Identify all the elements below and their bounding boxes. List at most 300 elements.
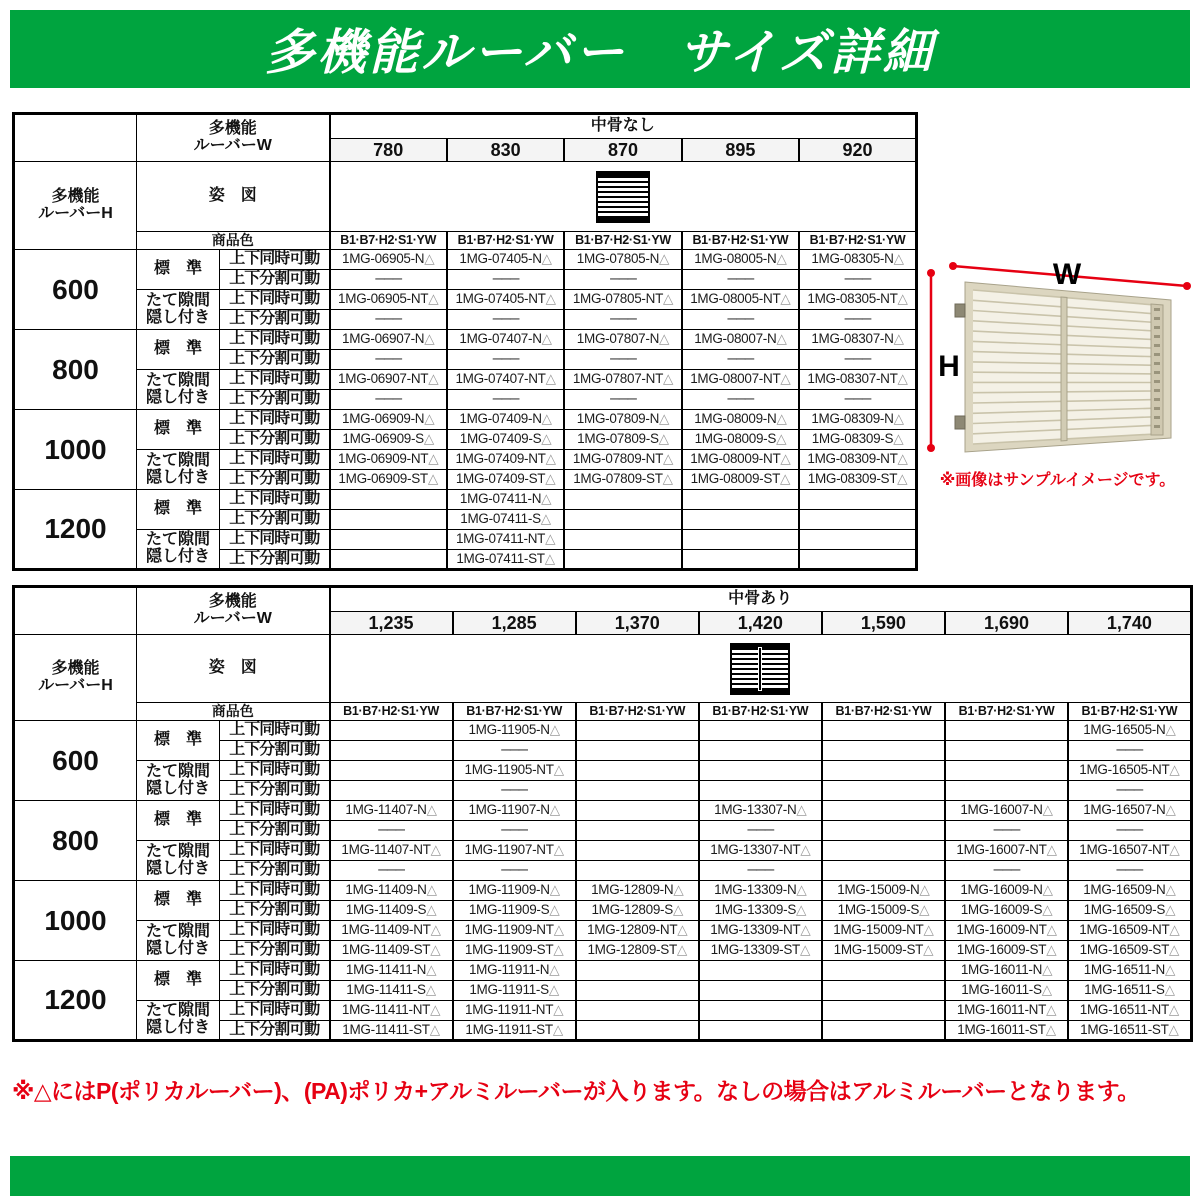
- product-code-cell: [822, 761, 945, 781]
- h-dim-endpoint-bottom: [927, 444, 935, 452]
- figure-area-cell: [330, 162, 917, 232]
- product-code-cell: [330, 981, 453, 1001]
- product-code-cell: [447, 430, 564, 450]
- product-code-cell: ───: [699, 861, 822, 881]
- mode-label-cell: 上下分割可動: [220, 430, 330, 450]
- product-code-text: 1MG-13309-NT: [710, 922, 801, 938]
- mode-label-cell: 上下同時可動: [220, 961, 330, 981]
- polyca-option-triangle: △: [1165, 882, 1176, 898]
- mode-label-cell: 上下分割可動: [220, 550, 330, 570]
- sample-image-caption: ※画像はサンプルイメージです。: [939, 472, 1176, 489]
- product-code-text: 1MG-12809-N: [591, 882, 674, 898]
- label-line: ルーバーH: [38, 204, 113, 222]
- product-code-cell: [945, 801, 1068, 821]
- w-dim-endpoint-left: [949, 262, 957, 270]
- product-code-cell: ───: [682, 350, 799, 370]
- height-header-cell: 1000: [14, 881, 137, 961]
- mode-label-cell: 上下同時可動: [220, 841, 330, 861]
- product-code-cell: [447, 410, 564, 430]
- product-code-cell: [699, 781, 822, 801]
- polyca-option-triangle: △: [549, 722, 560, 738]
- product-code-cell: [447, 370, 564, 390]
- product-code-cell: [699, 741, 822, 761]
- product-code-cell: [453, 921, 576, 941]
- label-line: たて隙間: [145, 922, 210, 940]
- product-code-cell: [822, 721, 945, 741]
- mode-label-cell: 上下同時可動: [220, 530, 330, 550]
- product-code-cell: [330, 290, 447, 310]
- width-header-cell: 1,690: [945, 612, 1068, 635]
- product-code-text: 1MG-16509-NT: [1079, 922, 1170, 938]
- label-line: 隠し付き: [145, 308, 210, 326]
- product-code-cell: ───: [447, 350, 564, 370]
- polyca-option-triangle: △: [549, 902, 560, 918]
- product-code-text: 1MG-08009-S: [694, 431, 777, 447]
- product-code-text: 1MG-11911-ST: [465, 1021, 553, 1037]
- product-code-cell: [945, 1021, 1068, 1041]
- product-code-text: 1MG-08307-N: [811, 331, 894, 347]
- product-code-cell: [1068, 1021, 1191, 1041]
- product-code-cell: [564, 550, 681, 570]
- product-code-cell: [576, 821, 699, 841]
- product-code-cell: [1068, 881, 1191, 901]
- mode-label-cell: 上下分割可動: [220, 310, 330, 330]
- product-code-cell: [682, 330, 799, 350]
- product-code-cell: [822, 841, 945, 861]
- width-header-cell: 1,235: [330, 612, 453, 635]
- product-code-cell: [699, 921, 822, 941]
- polyca-option-triangle: △: [553, 762, 564, 778]
- product-code-cell: [945, 1001, 1068, 1021]
- product-code-text: 1MG-08007-N: [694, 331, 777, 347]
- height-header-cell: 1200: [14, 961, 137, 1041]
- product-code-cell: [799, 510, 916, 530]
- polyca-option-triangle: △: [776, 411, 787, 427]
- polyca-option-triangle: △: [780, 451, 791, 467]
- product-code-text: 1MG-16007-NT: [956, 842, 1047, 858]
- product-code-text: 1MG-16511-S: [1084, 982, 1165, 998]
- product-code-cell: [447, 330, 564, 350]
- polyca-option-triangle: △: [923, 922, 934, 938]
- product-code-text: 1MG-07409-NT: [455, 451, 546, 467]
- polyca-option-triangle: △: [549, 882, 560, 898]
- product-code-text: 1MG-16505-NT: [1079, 762, 1170, 778]
- product-code-text: 1MG-11409-ST: [341, 942, 431, 958]
- product-code-cell: [453, 841, 576, 861]
- product-code-cell: ───: [1068, 821, 1191, 841]
- product-code-text: 1MG-11909-N: [468, 882, 550, 898]
- product-code-text: 1MG-07411-NT: [455, 531, 546, 547]
- page-title: 多機能ルーバー サイズ詳細: [265, 26, 935, 80]
- product-code-cell: [564, 470, 681, 490]
- product-code-cell: [682, 450, 799, 470]
- mode-label-cell: 上下分割可動: [220, 981, 330, 1001]
- product-code-cell: [330, 1001, 453, 1021]
- product-code-cell: [699, 801, 822, 821]
- polyca-option-triangle: △: [429, 1021, 440, 1037]
- polyca-option-triangle: △: [1164, 982, 1175, 998]
- polyca-option-triangle: △: [424, 411, 435, 427]
- product-code-cell: [330, 781, 453, 801]
- product-code-cell: ───: [1068, 781, 1191, 801]
- product-code-text: 1MG-11411-ST: [342, 1021, 430, 1037]
- product-code-cell: [330, 470, 447, 490]
- polyca-option-triangle: △: [545, 371, 556, 387]
- product-code-text: 1MG-06909-N: [342, 411, 425, 427]
- product-code-cell: ───: [447, 310, 564, 330]
- product-code-text: 1MG-13309-S: [714, 902, 797, 918]
- polyca-option-triangle: △: [1168, 1021, 1179, 1037]
- product-code-cell: [453, 801, 576, 821]
- product-code-text: 1MG-16011-S: [961, 982, 1042, 998]
- mode-label-cell: 上下同時可動: [220, 721, 330, 741]
- polyca-option-triangle: △: [1165, 802, 1176, 818]
- product-code-cell: ───: [1068, 741, 1191, 761]
- product-code-cell: [1068, 901, 1191, 921]
- label-line: 標 準: [153, 731, 202, 749]
- product-code-cell: [682, 250, 799, 270]
- product-code-cell: [1068, 761, 1191, 781]
- polyca-option-triangle: △: [893, 431, 904, 447]
- polyca-option-triangle: △: [548, 982, 559, 998]
- product-code-cell: [453, 1021, 576, 1041]
- polyca-option-triangle: △: [659, 411, 670, 427]
- product-code-cell: [576, 901, 699, 921]
- product-code-cell: [330, 881, 453, 901]
- product-code-text: 1MG-16009-ST: [956, 942, 1047, 958]
- label-line: たて隙間: [145, 531, 210, 549]
- product-code-cell: ───: [330, 350, 447, 370]
- product-code-cell: [822, 981, 945, 1001]
- label-line: たて隙間: [145, 1002, 210, 1020]
- product-code-cell: [822, 901, 945, 921]
- polyca-option-triangle: △: [1165, 722, 1176, 738]
- product-code-cell: [799, 370, 916, 390]
- product-code-cell: [576, 841, 699, 861]
- product-code-cell: [699, 961, 822, 981]
- product-code-cell: [682, 290, 799, 310]
- right-end-cap: [1151, 304, 1163, 435]
- mode-label-cell: 上下同時可動: [220, 370, 330, 390]
- color-label-cell: 商品色: [137, 703, 330, 721]
- mode-label-cell: 上下同時可動: [220, 921, 330, 941]
- w-dim-endpoint-right: [1183, 282, 1191, 290]
- polyca-option-triangle: △: [541, 331, 552, 347]
- label-line: 標 準: [153, 420, 202, 438]
- label-line: たて隙間: [145, 291, 210, 309]
- product-code-cell: [576, 781, 699, 801]
- polyca-option-triangle: △: [780, 291, 791, 307]
- product-code-text: 1MG-08305-N: [811, 251, 894, 267]
- subgroup-label-standard: [137, 330, 220, 370]
- figure-label-cell: 姿 図: [137, 162, 330, 232]
- polyca-option-triangle: △: [1041, 982, 1052, 998]
- subgroup-label-gap-cover: [137, 290, 220, 330]
- subgroup-label-gap-cover: [137, 450, 220, 490]
- product-code-text: 1MG-08007-NT: [690, 371, 781, 387]
- polyca-option-triangle: △: [553, 1002, 564, 1018]
- polyca-option-triangle: △: [545, 291, 556, 307]
- product-code-cell: ───: [453, 741, 576, 761]
- mode-label-cell: 上下分割可動: [220, 350, 330, 370]
- height-header-cell: 1200: [14, 490, 137, 570]
- product-code-cell: ───: [564, 350, 681, 370]
- polyca-option-triangle: △: [426, 902, 437, 918]
- product-code-cell: [330, 530, 447, 550]
- width-header-cell: 1,590: [822, 612, 945, 635]
- product-code-text: 1MG-11907-N: [468, 802, 550, 818]
- color-value-cell: B1·B7·H2·S1·YW: [799, 232, 916, 250]
- polyca-option-triangle: △: [796, 882, 807, 898]
- polyca-option-triangle: △: [545, 471, 556, 487]
- product-code-cell: [330, 250, 447, 270]
- mode-label-cell: 上下同時可動: [220, 450, 330, 470]
- product-code-text: 1MG-07805-NT: [572, 291, 664, 307]
- polyca-option-triangle: △: [428, 451, 439, 467]
- product-code-cell: [576, 721, 699, 741]
- product-code-cell: [682, 470, 799, 490]
- polyca-option-triangle: △: [780, 471, 791, 487]
- polyca-option-triangle: △: [545, 451, 556, 467]
- label-line: 標 準: [153, 811, 202, 829]
- product-code-cell: [576, 961, 699, 981]
- label-line: ルーバーW: [193, 137, 272, 154]
- product-code-text: 1MG-11905-N: [468, 722, 550, 738]
- product-code-cell: [330, 510, 447, 530]
- product-code-cell: [576, 741, 699, 761]
- color-label-cell: 商品色: [137, 232, 330, 250]
- product-code-text: 1MG-13309-N: [714, 882, 797, 898]
- product-code-text: 1MG-12809-NT: [587, 922, 678, 938]
- product-code-cell: [822, 801, 945, 821]
- polyca-option-triangle: △: [659, 331, 670, 347]
- polyca-option-triangle: △: [540, 511, 551, 527]
- polyca-option-triangle: △: [662, 471, 673, 487]
- product-code-cell: ───: [330, 310, 447, 330]
- product-code-cell: [699, 1001, 822, 1021]
- product-code-text: 1MG-11909-ST: [464, 942, 554, 958]
- size-table-no-center-bar: [12, 112, 918, 571]
- label-line: 多機能: [208, 120, 257, 138]
- product-code-text: 1MG-11907-NT: [464, 842, 554, 858]
- label-line: たて隙間: [145, 842, 210, 860]
- product-code-cell: [453, 1001, 576, 1021]
- color-value-cell: B1·B7·H2·S1·YW: [447, 232, 564, 250]
- label-line: 隠し付き: [145, 779, 210, 797]
- subgroup-label-gap-cover: [137, 841, 220, 881]
- product-code-cell: [699, 1021, 822, 1041]
- product-code-text: 1MG-11911-NT: [465, 1002, 554, 1018]
- product-code-text: 1MG-12809-ST: [587, 942, 677, 958]
- product-code-text: 1MG-07807-N: [576, 331, 660, 347]
- product-code-cell: [447, 510, 564, 530]
- polyca-option-triangle: △: [430, 1002, 441, 1018]
- product-code-text: 1MG-16511-N: [1083, 962, 1165, 978]
- polyca-option-triangle: △: [1165, 902, 1176, 918]
- polyca-option-triangle: △: [1046, 1002, 1057, 1018]
- product-code-text: 1MG-08309-ST: [807, 471, 898, 487]
- product-code-cell: [699, 841, 822, 861]
- product-code-text: 1MG-08309-N: [811, 411, 894, 427]
- product-code-cell: [945, 921, 1068, 941]
- louver-front-view-icon: [596, 171, 650, 223]
- product-code-text: 1MG-06909-NT: [338, 451, 429, 467]
- polyca-option-triangle: △: [1042, 802, 1053, 818]
- polyca-option-triangle: △: [1169, 942, 1180, 958]
- subgroup-label-standard: [137, 881, 220, 921]
- mode-label-cell: 上下同時可動: [220, 761, 330, 781]
- polyca-option-triangle: △: [776, 431, 787, 447]
- polyca-option-triangle: △: [663, 291, 674, 307]
- product-code-cell: [682, 430, 799, 450]
- product-code-text: 1MG-13307-NT: [710, 842, 801, 858]
- product-code-cell: ───: [1068, 861, 1191, 881]
- label-line: 隠し付き: [145, 859, 210, 877]
- product-code-cell: ───: [799, 270, 916, 290]
- product-code-cell: [453, 941, 576, 961]
- product-code-text: 1MG-08005-NT: [690, 291, 781, 307]
- product-code-cell: [699, 721, 822, 741]
- color-value-cell: B1·B7·H2·S1·YW: [576, 703, 699, 721]
- label-line: 多機能: [51, 659, 100, 677]
- product-code-cell: [799, 410, 916, 430]
- product-code-text: 1MG-07809-N: [576, 411, 660, 427]
- product-code-cell: [945, 781, 1068, 801]
- polyca-option-triangle: △: [780, 371, 791, 387]
- color-value-cell: B1·B7·H2·S1·YW: [699, 703, 822, 721]
- product-code-cell: ───: [330, 861, 453, 881]
- product-code-text: 1MG-11407-NT: [341, 842, 431, 858]
- product-code-text: 1MG-16509-ST: [1079, 942, 1170, 958]
- louver-front-view-icon: [730, 643, 790, 695]
- product-code-cell: [699, 901, 822, 921]
- figure-label-cell: 姿 図: [137, 635, 330, 703]
- width-header-cell: 920: [799, 139, 916, 162]
- label-line: 多機能: [208, 593, 257, 611]
- product-code-cell: [822, 781, 945, 801]
- product-code-cell: [822, 821, 945, 841]
- product-code-cell: ───: [453, 821, 576, 841]
- polyca-option-triangle: △: [672, 902, 684, 918]
- polyca-option-triangle: △: [796, 902, 807, 918]
- title-banner: [10, 10, 1190, 88]
- louver-w-header: [137, 114, 330, 162]
- label-line: 標 準: [153, 500, 202, 518]
- polyca-option-triangle: △: [663, 451, 674, 467]
- mode-label-cell: 上下分割可動: [220, 941, 330, 961]
- product-code-text: 1MG-11411-S: [346, 982, 426, 998]
- label-line: 隠し付き: [145, 548, 210, 565]
- polyca-option-triangle: △: [659, 251, 670, 267]
- product-code-cell: [330, 721, 453, 741]
- variant-header-cell: 中骨なし: [330, 114, 917, 139]
- polyca-option-triangle: △: [677, 922, 688, 938]
- product-code-text: 1MG-16511-ST: [1080, 1021, 1169, 1037]
- polyca-option-triangle: △: [549, 802, 560, 818]
- product-code-cell: [330, 761, 453, 781]
- product-code-text: 1MG-12809-S: [591, 902, 673, 918]
- color-value-cell: B1·B7·H2·S1·YW: [330, 232, 447, 250]
- label-line: たて隙間: [145, 762, 210, 780]
- product-code-cell: [576, 1021, 699, 1041]
- label-line: たて隙間: [145, 451, 210, 469]
- product-code-cell: [330, 430, 447, 450]
- product-code-cell: [1068, 801, 1191, 821]
- product-code-text: 1MG-16507-NT: [1079, 842, 1170, 858]
- product-code-cell: [682, 410, 799, 430]
- polyca-option-triangle: △: [897, 471, 908, 487]
- product-code-text: 1MG-07407-N: [459, 331, 542, 347]
- color-value-cell: B1·B7·H2·S1·YW: [453, 703, 576, 721]
- product-code-cell: [1068, 981, 1191, 1001]
- polyca-option-triangle: △: [1046, 922, 1057, 938]
- polyca-option-triangle: △: [893, 251, 904, 267]
- product-code-text: 1MG-13309-ST: [710, 942, 800, 958]
- polyca-option-triangle: △: [553, 942, 564, 958]
- product-code-cell: [330, 921, 453, 941]
- product-code-text: 1MG-16509-S: [1083, 902, 1166, 918]
- product-code-text: 1MG-08009-NT: [690, 451, 781, 467]
- polyca-option-triangle: △: [544, 550, 555, 566]
- product-code-cell: ───: [453, 781, 576, 801]
- bottom-banner: [10, 1156, 1190, 1196]
- product-code-cell: [330, 801, 453, 821]
- product-code-text: 1MG-11911-S: [469, 982, 549, 998]
- product-code-text: 1MG-08005-N: [694, 251, 777, 267]
- product-code-text: 1MG-11407-N: [345, 802, 427, 818]
- product-code-cell: [1068, 921, 1191, 941]
- polyca-option-triangle: △: [426, 802, 437, 818]
- product-code-text: 1MG-07809-S: [577, 431, 659, 447]
- product-code-text: 1MG-07411-ST: [456, 550, 545, 566]
- product-code-cell: [330, 961, 453, 981]
- subgroup-label-standard: [137, 721, 220, 761]
- subgroup-label-gap-cover: [137, 370, 220, 410]
- product-code-text: 1MG-16011-NT: [956, 1002, 1047, 1018]
- product-code-cell: ───: [564, 270, 681, 290]
- mode-label-cell: 上下同時可動: [220, 330, 330, 350]
- color-value-cell: B1·B7·H2·S1·YW: [945, 703, 1068, 721]
- product-code-cell: [945, 941, 1068, 961]
- product-code-cell: [576, 881, 699, 901]
- polyca-option-triangle: △: [426, 882, 437, 898]
- mode-label-cell: 上下同時可動: [220, 1001, 330, 1021]
- product-code-cell: [564, 510, 681, 530]
- polyca-option-triangle: △: [423, 431, 434, 447]
- product-code-cell: [699, 761, 822, 781]
- product-code-cell: ───: [564, 310, 681, 330]
- product-code-text: 1MG-06909-S: [342, 431, 424, 447]
- width-header-cell: 895: [682, 139, 799, 162]
- product-code-cell: [447, 250, 564, 270]
- product-code-cell: ───: [447, 270, 564, 290]
- height-header-cell: 800: [14, 801, 137, 881]
- mode-label-cell: 上下分割可動: [220, 390, 330, 410]
- product-code-cell: [945, 841, 1068, 861]
- louver-illustration: [915, 248, 1200, 463]
- label-line: たて隙間: [145, 371, 210, 389]
- width-header-cell: 1,370: [576, 612, 699, 635]
- product-code-cell: [576, 761, 699, 781]
- polyca-option-triangle: △: [430, 922, 441, 938]
- subgroup-label-standard: [137, 961, 220, 1001]
- polyca-option-triangle: △: [427, 471, 438, 487]
- product-code-text: 1MG-11411-NT: [341, 1002, 431, 1018]
- product-code-cell: [945, 881, 1068, 901]
- product-code-cell: [453, 721, 576, 741]
- product-code-cell: [822, 881, 945, 901]
- product-code-text: 1MG-16505-N: [1083, 722, 1166, 738]
